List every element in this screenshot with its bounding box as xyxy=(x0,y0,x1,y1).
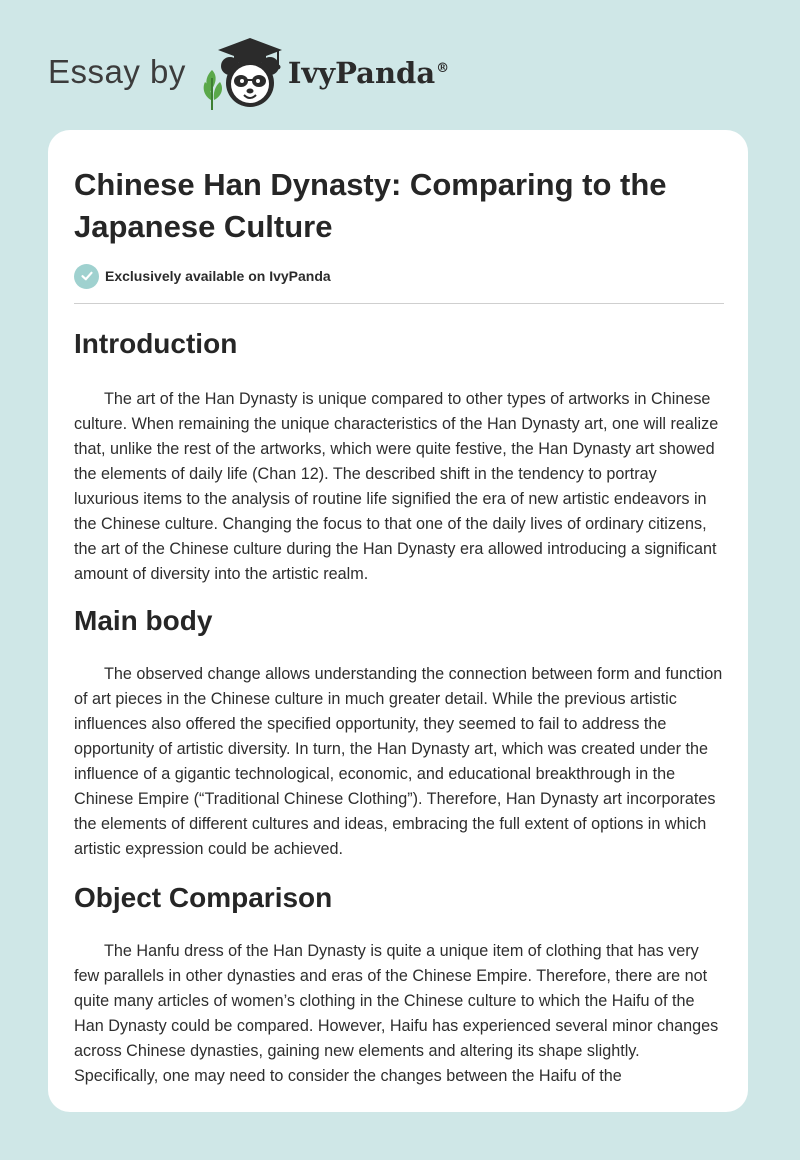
section-heading-introduction: Introduction xyxy=(74,328,238,359)
section-heading-object-comparison: Object Comparison xyxy=(74,882,333,913)
brand-logo-link[interactable] xyxy=(48,36,449,112)
brand-prefix: Essay by xyxy=(48,53,186,90)
section-heading-main-body: Main body xyxy=(74,605,213,636)
panda-graduate-icon xyxy=(194,36,290,112)
section-paragraph-main-body: The observed change allows understanding the connection between form and function of art pieces in the Chinese culture in much greater detail. While the previous artistic influences also offered the specified opportunity, they seemed to fail to address the opportunity of artistic diversity. In turn, the Han Dynasty art, which was created under the influence of a gigantic technological, economic, and educational breakthrough in the Chinese Empire (“Traditional Chinese Clothing”). Therefore, Han Dynasty art incorporates the elements of different cultures and ideas, embracing the full extent of options in which artistic expression could be achieved. xyxy=(74,665,723,858)
page-title: Chinese Han Dynasty: Comparing to the Japanese Culture xyxy=(74,167,667,244)
section-paragraph-introduction: The art of the Han Dynasty is unique compared to other types of artworks in Chinese culture. When remaining the unique characteristics of the Han Dynasty art, one will realize that, unlike the rest of the artworks, which were quite festive, the Han Dynasty art showed the elements of daily life (Chan 12). The described shift in the tendency to portray luxurious items to the analysis of routine life signified the era of new artistic endeavors in the Chinese culture. Changing the focus to that one of the daily lives of ordinary citizens, the art of the Chinese culture during the Han Dynasty era allowed introducing a significant amount of diversity into the artistic realm. xyxy=(74,390,719,583)
exclusive-label: Exclusively available on IvyPanda xyxy=(105,268,331,284)
exclusive-badge xyxy=(74,263,331,289)
section-paragraph-object-comparison: The Hanfu dress of the Han Dynasty is quite a unique item of clothing that has very few parallels in other dynasties and eras of the Chinese Empire. Therefore, there are not quite many articles of women’s clothing in the Chinese culture to which the Haifu of the Han Dynasty could be compared. However, Haifu has experienced several minor changes across Chinese dynasties, gaining new elements and altering its shape slightly. Specifically, one may need to consider the changes between the Haifu of the xyxy=(74,942,719,1085)
check-circle-icon xyxy=(74,264,99,289)
essay-card xyxy=(48,130,748,1112)
divider xyxy=(74,303,724,304)
brand-name: IvyPanda® xyxy=(287,56,450,90)
